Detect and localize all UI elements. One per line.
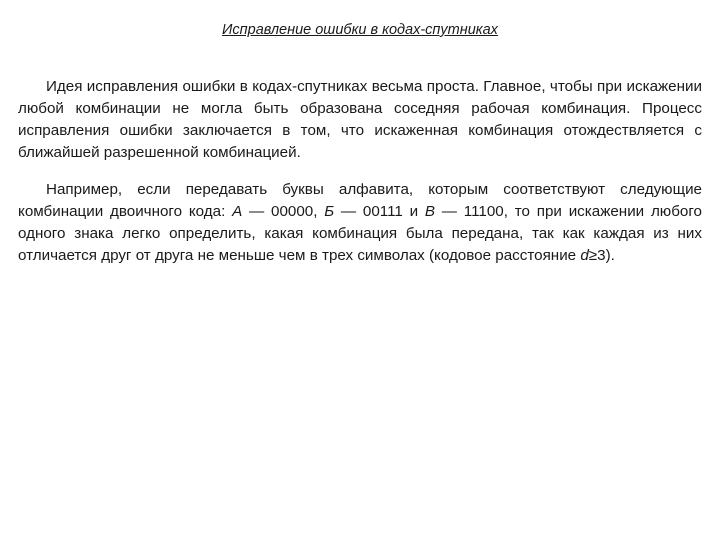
code-v: — 11100, то при искажении любого одного знака легко определить, какая комбинация была передана, так как каждая из них отличается друг от друга не меньше чем в трех символах (кодовое расстояние bbox=[18, 203, 702, 264]
paragraph-idea: Идея исправления ошибки в кодах-спутниках весьма проста. Главное, чтобы при искажении любой комбинации не могла быть образована соседняя рабочая комбинация. Процесс исправления ошибки заключается в том, что искаженная комбинация отождествляется с ближайшей разрешенной комбинацией. bbox=[18, 78, 702, 161]
example-intro: Например, если передавать буквы алфавита, которым соответствуют следующие комбинации двоичного кода: bbox=[18, 181, 702, 220]
letter-v: В bbox=[424, 203, 436, 220]
slide-title: Исправление ошибки в кодах-спутниках bbox=[222, 22, 498, 38]
letter-b: Б bbox=[324, 203, 335, 220]
paragraph-example bbox=[18, 179, 702, 267]
code-a: — 00000, bbox=[242, 203, 325, 220]
distance-value: ≥3). bbox=[588, 247, 615, 264]
distance-variable: d bbox=[580, 247, 589, 264]
letter-a: А bbox=[232, 203, 243, 220]
slide-body bbox=[18, 76, 702, 267]
code-b: — 00111 и bbox=[334, 203, 425, 220]
